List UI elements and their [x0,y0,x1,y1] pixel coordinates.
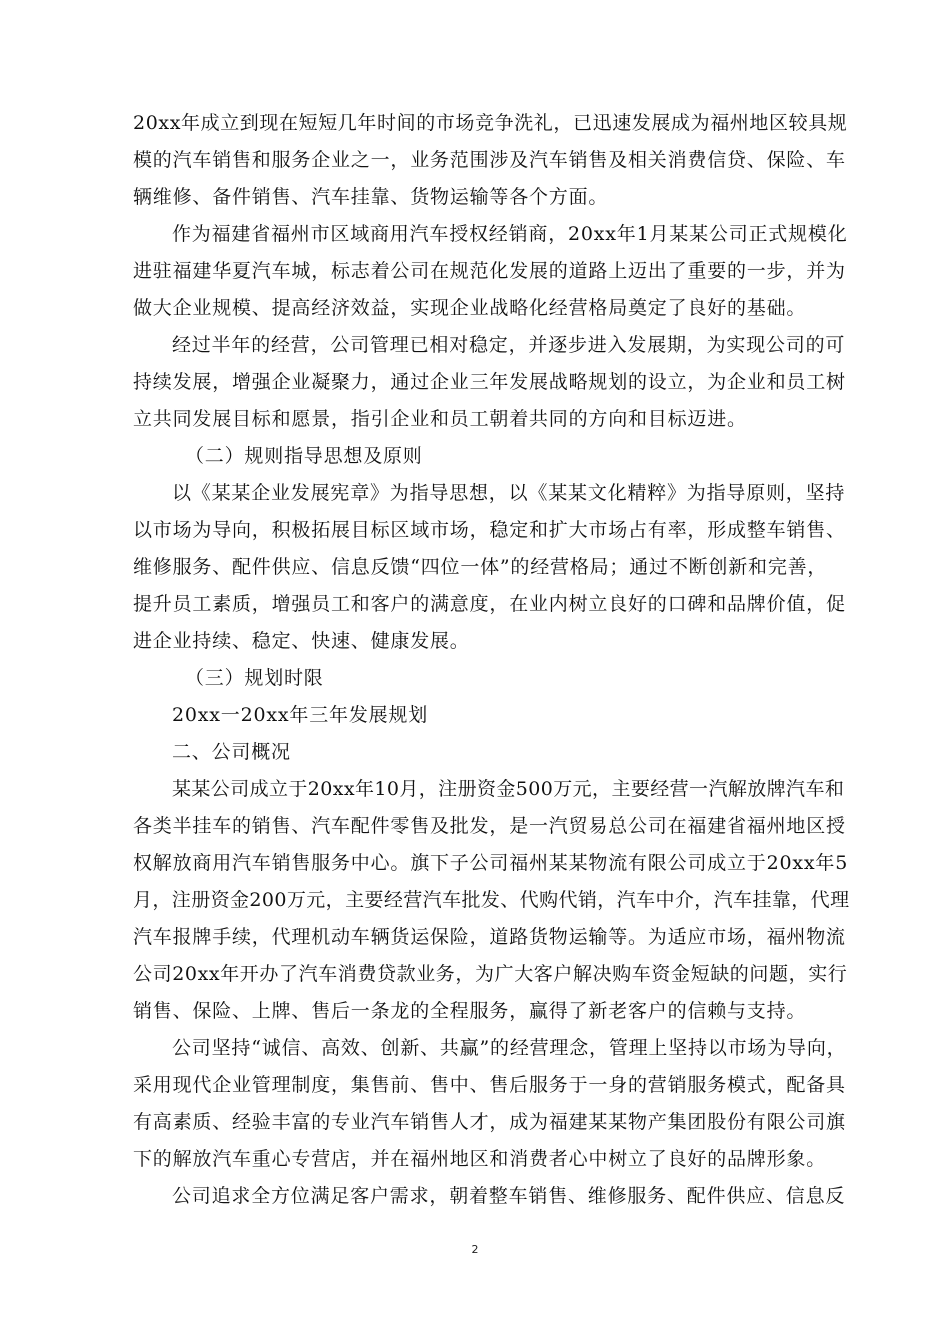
text-line: 公司追求全方位满足客户需求，朝着整车销售、维修服务、配件供应、信息反 [172,1185,846,1207]
text-line: 有高素质、经验丰富的专业汽车销售人才，成为福建某某物产集团股份有限公司旗 [133,1111,846,1133]
text-line: 作为福建省福州市区域商用汽车授权经销商，20xx年1月某某公司正式规模化 [172,223,848,245]
text-line: 模的汽车销售和服务企业之一，业务范围涉及汽车销售及相关消费信贷、保险、车 [133,149,846,171]
text-line: 20xx年成立到现在短短几年时间的市场竞争洗礼，已迅速发展成为福州地区较具规 [133,112,848,134]
text-line: 做大企业规模、提高经济效益，实现企业战略化经营格局奠定了良好的基础。 [133,297,807,319]
text-line: 维修服务、配件供应、信息反馈“四位一体”的经营格局；通过不断创新和完善， [133,556,828,578]
text-line: 权解放商用汽车销售服务中心。旗下子公司福州某某物流有限公司成立于20xx年5 [133,852,849,874]
text-line: 以市场为导向，积极拓展目标区域市场，稳定和扩大市场占有率，形成整车销售、 [133,519,846,541]
text-line: 下的解放汽车重心专营店，并在福州地区和消费者心中树立了良好的品牌形象。 [133,1148,827,1170]
text-line: 辆维修、备件销售、汽车挂靠、货物运输等各个方面。 [133,186,609,208]
text-line: 进企业持续、稳定、快速、健康发展。 [133,630,470,652]
text-line: 经过半年的经营，公司管理已相对稳定，并逐步进入发展期，为实现公司的可 [172,334,846,356]
text-line: 进驻福建华夏汽车城，标志着公司在规范化发展的道路上迈出了重要的一步，并为 [133,260,846,282]
text-line: 持续发展，增强企业凝聚力，通过企业三年发展战略规划的设立，为企业和员工树 [133,371,846,393]
text-line: 提升员工素质，增强员工和客户的满意度，在业内树立良好的口碑和品牌价值，促 [133,593,846,615]
text-line: 以《某某企业发展宪章》为指导思想，以《某某文化精粹》为指导原则，坚持 [172,482,846,504]
text-line: 20xx一20xx年三年发展规划 [172,704,429,726]
text-line: 采用现代企业管理制度，集售前、售中、售后服务于一身的营销服务模式，配备具 [133,1074,846,1096]
text-line: 汽车报牌手续，代理机动车辆货运保险，道路货物运输等。为适应市场，福州物流 [133,926,846,948]
section-heading: 二、公司概况 [172,741,291,763]
text-line: 立共同发展目标和愿景，指引企业和员工朝着共同的方向和目标迈进。 [133,408,747,430]
section-heading: （二）规则指导思想及原则 [185,445,423,467]
text-line: 公司坚持“诚信、高效、创新、共赢”的经营理念，管理上坚持以市场为导向， [172,1037,847,1059]
text-line: 各类半挂车的销售、汽车配件零售及批发，是一汽贸易总公司在福建省福州地区授 [133,815,846,837]
text-line: 月，注册资金200万元，主要经营汽车批发、代购代销，汽车中介，汽车挂靠，代理 [133,889,850,911]
text-line: 销售、保险、上牌、售后一条龙的全程服务，赢得了新老客户的信赖与支持。 [133,1000,807,1022]
page-number: 2 [471,1243,479,1256]
section-heading: （三）规划时限 [185,667,324,689]
text-line: 公司20xx年开办了汽车消费贷款业务，为广大客户解决购车资金短缺的问题，实行 [133,963,848,985]
text-line: 某某公司成立于20xx年10月，注册资金500万元，主要经营一汽解放牌汽车和 [172,778,845,800]
